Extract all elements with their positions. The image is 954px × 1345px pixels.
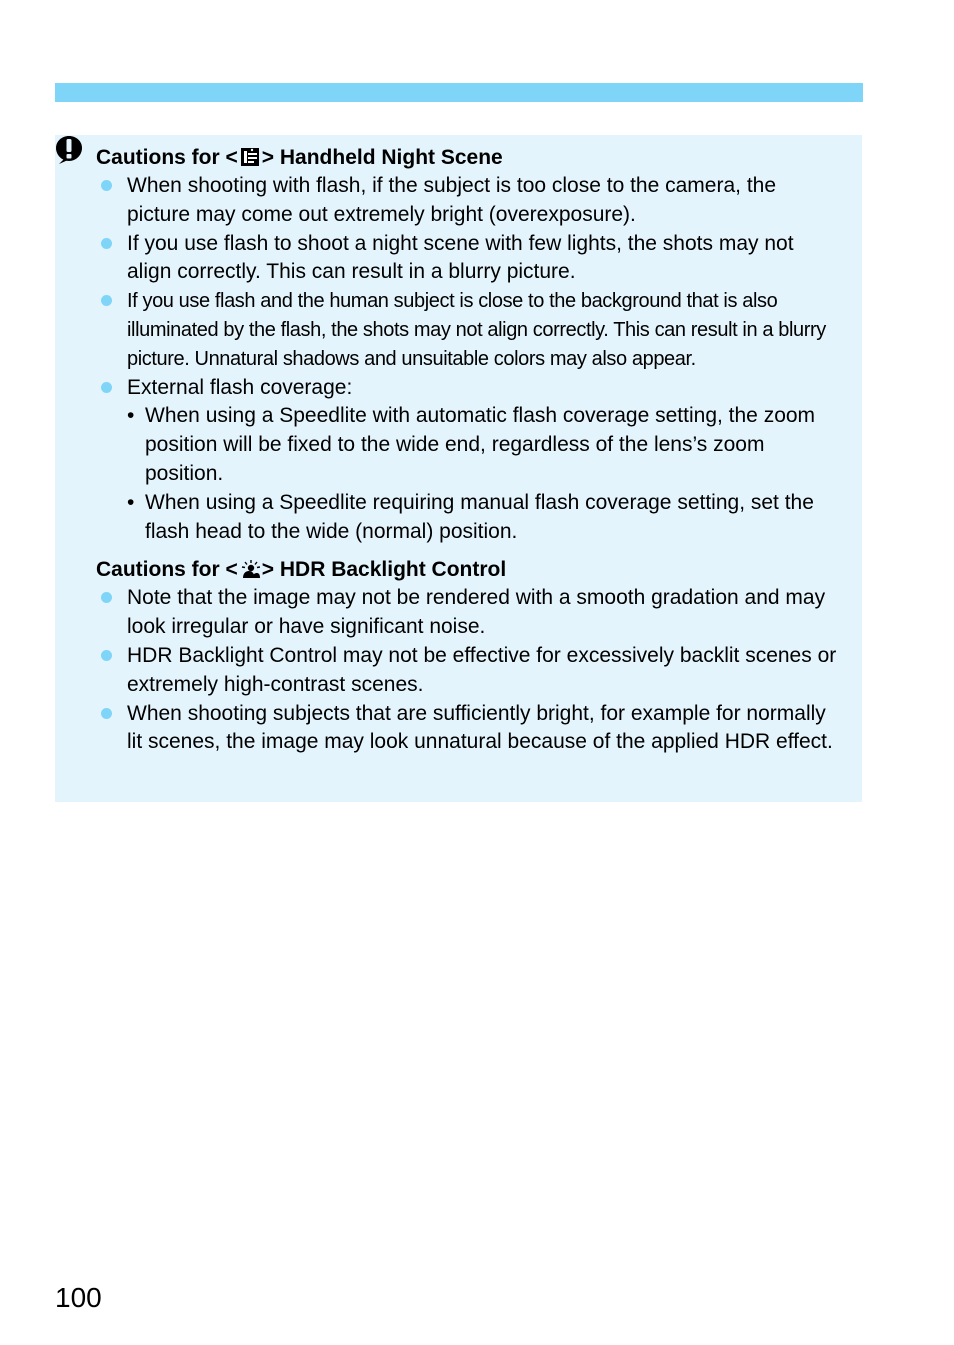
list-item [55, 374, 838, 547]
bullet-dot [101, 592, 112, 603]
section-heading-hdr-backlight-control [55, 555, 838, 584]
sub-list-item-text: When using a Speedlite requiring manual flash coverage setting, set the flash head to the wide (normal) position. [145, 490, 814, 543]
list-item [55, 287, 838, 373]
bullet-list-handheld-night-scene [55, 172, 838, 546]
list-item-text: HDR Backlight Control may not be effective for excessively backlit scenes or extremely high-contrast scenes. [127, 643, 837, 696]
list-item-text: Note that the image may not be rendered with a smooth gradation and may look irregular or have significant noise. [127, 586, 826, 639]
bullet-dot [101, 708, 112, 719]
hdr-backlight-control-icon [240, 559, 260, 579]
heading-suffix: > Handheld Night Scene [261, 146, 503, 169]
list-item-text: If you use flash and the human subject is close to the background that is also illuminated by the flash, the shots may not align correctly. This can result in a blurry picture. Unnatural shadows and unsuitable colors may also appear. [127, 290, 826, 370]
sub-list-item [127, 489, 838, 547]
sub-bullet-marker: • [127, 490, 135, 514]
bullet-dot [101, 180, 112, 191]
section-spacer [55, 546, 838, 555]
bullet-dot [101, 650, 112, 661]
list-item [55, 642, 838, 700]
bullet-dot [101, 382, 112, 393]
page-number: 100 [55, 1282, 102, 1313]
list-item [55, 172, 838, 230]
sub-bullet-list [127, 402, 838, 546]
heading-suffix: > HDR Backlight Control [261, 558, 507, 582]
heading-prefix: Cautions for < [96, 146, 238, 169]
list-item-text: External flash coverage: [127, 375, 353, 399]
heading-prefix: Cautions for < [96, 558, 238, 582]
header-accent-bar [55, 83, 863, 102]
handheld-night-scene-icon [240, 147, 260, 167]
bullet-dot [101, 238, 112, 249]
sub-bullet-marker: • [127, 404, 135, 428]
bullet-list-hdr-backlight-control [55, 584, 838, 757]
list-item [55, 584, 838, 642]
sub-list-item [127, 402, 838, 488]
caution-box [55, 135, 862, 802]
section-heading-handheld-night-scene [55, 143, 838, 172]
list-item [55, 230, 838, 288]
list-item-text: When shooting with flash, if the subject is too close to the camera, the picture may come out extremely bright (overexposure). [127, 174, 777, 226]
sub-list-item-text: When using a Speedlite with automatic flash coverage setting, the zoom position will be fixed to the wide end, regardless of the lens’s zoom position. [145, 404, 816, 485]
list-item [55, 700, 838, 758]
bullet-dot [101, 295, 112, 306]
list-item-text: When shooting subjects that are sufficiently bright, for example for normally lit scenes, the image may look unnatural because of the applied HDR effect. [127, 701, 833, 754]
list-item-text: If you use flash to shoot a night scene with few lights, the shots may not align correctly. This can result in a blurry picture. [127, 231, 794, 284]
exclamation-caution-icon [55, 135, 83, 165]
